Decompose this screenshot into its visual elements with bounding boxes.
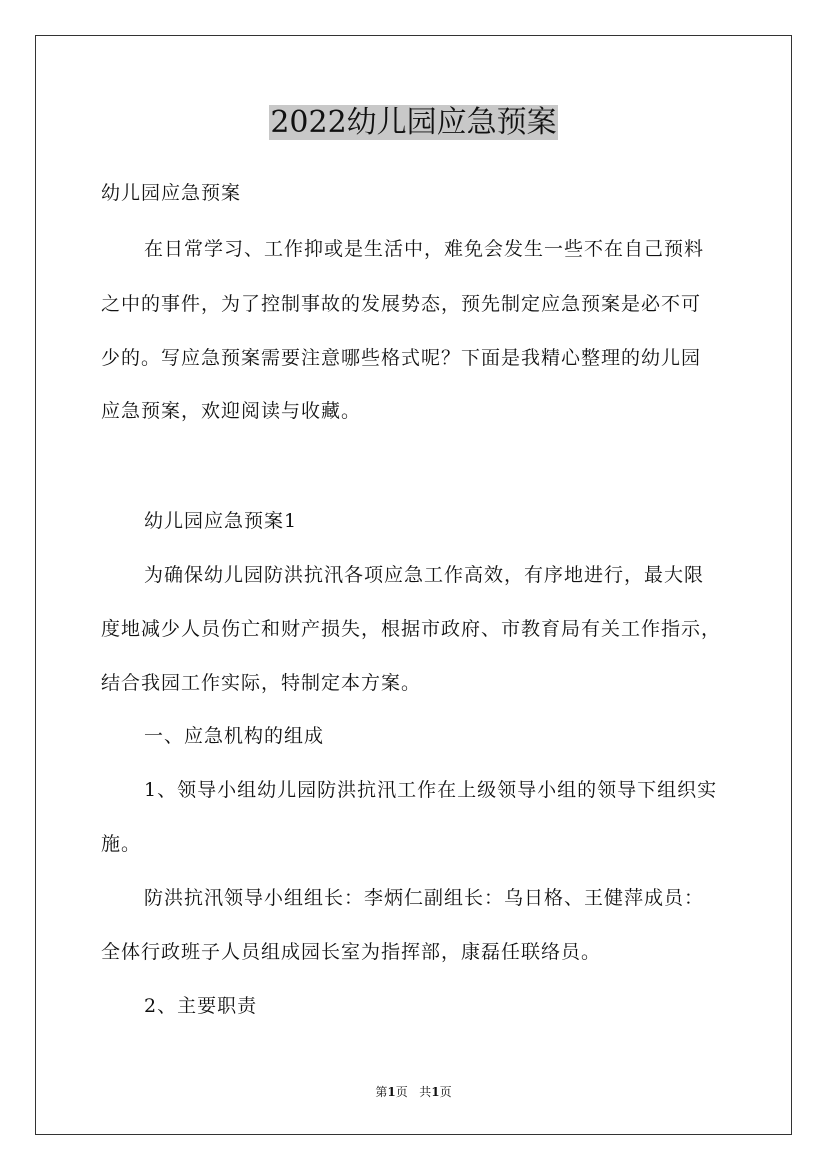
document-title-text: 2022幼儿园应急预案 [270,105,557,140]
document-subtitle: 幼儿园应急预案 [101,182,242,204]
members-line-2: 全体行政班子人员组成园长室为指挥部，康磊任联络员。 [101,941,602,963]
item-one-line-2: 施。 [101,833,142,855]
item-two-heading: 2、主要职责 [144,995,258,1017]
intro-line-4: 应急预案，欢迎阅读与收藏。 [101,400,362,422]
footer-total-pages: 1 [431,1085,440,1099]
document-title [0,103,827,143]
purpose-line-2: 度地减少人员伤亡和财产损失，根据市政府、市教育局有关工作指示， [101,618,722,640]
intro-line-2: 之中的事件，为了控制事故的发展势态，预先制定应急预案是必不可 [101,293,702,315]
purpose-line-3: 结合我园工作实际，特制定本方案。 [101,672,422,694]
section-heading: 幼儿园应急预案1 [144,510,298,532]
footer-total-suffix: 页 [439,1085,452,1099]
footer-page-suffix: 页 [395,1085,408,1099]
footer-total-prefix: 共 [419,1085,432,1099]
intro-line-1: 在日常学习、工作抑或是生活中，难免会发生一些不在自己预料 [144,238,705,260]
part-one-heading: 一、应急机构的组成 [144,725,325,747]
footer-page-number: 1 [387,1085,396,1099]
page-footer [0,1084,827,1100]
item-one-line-1: 1、领导小组幼儿园防洪抗汛工作在上级领导小组的领导下组织实 [144,779,718,801]
footer-page-prefix: 第 [375,1085,388,1099]
purpose-line-1: 为确保幼儿园防洪抗汛各项应急工作高效，有序地进行，最大限 [144,564,705,586]
members-line-1: 防洪抗汛领导小组组长：李炳仁副组长：乌日格、王健萍成员： [144,887,705,909]
intro-line-3: 少的。写应急预案需要注意哪些格式呢？下面是我精心整理的幼儿园 [101,347,702,369]
